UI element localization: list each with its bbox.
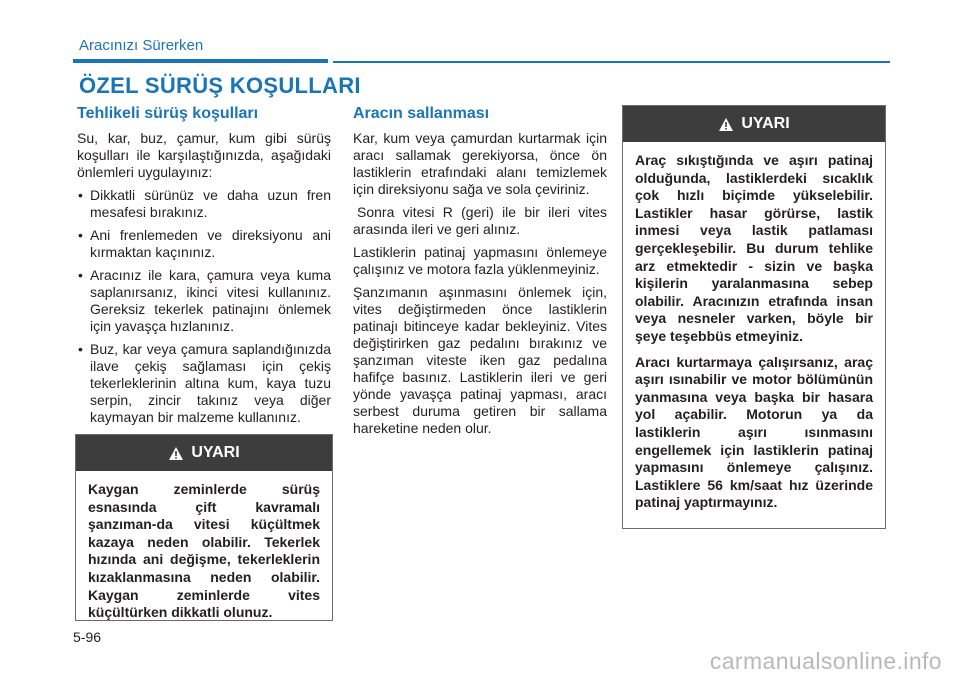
section-header: Aracınızı Sürerken <box>79 37 204 54</box>
bullet-icon: • <box>78 267 83 283</box>
warning-header <box>623 106 885 142</box>
warning-text: Aracı kurtarmaya çalışırsanız, araç aşırı ısınabilir ve motor bölümünün yanmasına veya başka bir hasara yol açabilir. Motorun ya da lastiklerin aşırı ısınmasını engellemek için lastiklerin patinaj yapmasını önlemeye çalışınız. Lastiklere 56 km/saat hız üzerinde patinaj yaptırmayınız. <box>635 353 873 511</box>
warning-text: Araç sıkıştığında ve aşırı patinaj olduğunda, lastiklerdeki sıcaklık çok hızlı biçimde yükselebilir. Lastikler hasar görürse, lastik inmesi veya lastik patlaması gerçekleşebilir. Bu durum tehlike arz etmektedir - sizin ve başka kişilerin yaralanmasına sebep olabilir. Aracınızın etrafında insan veya nesneler varken, böyle bir şeye teşebbüs etmeyiniz. <box>635 152 873 344</box>
heading-dangerous-conditions: Tehlikeli sürüş koşulları <box>77 105 259 122</box>
bullet-icon: • <box>78 227 83 243</box>
paragraph: Lastiklerin patinaj yapmasını önlemeye çalışınız ve motora fazla yüklenmeyiniz. <box>353 244 607 277</box>
heading-rocking-vehicle: Aracın sallanması <box>353 105 490 122</box>
paragraph: Şanzımanın aşınmasını önlemek için, vites değiştirmeden önce lastiklerin patinajı bitinceye kadar bekleyiniz. Vites değiştirirken gaz pedalını bırakınız ve şanzıman viteste iken gaz pedalına hafifçe basınız. Lastiklerin ileri ve geri yönde yavaşça patinaj yapması, aracı serbest duruma getiren bir sallama hareketine neden olur. <box>353 284 607 436</box>
bullet-icon: • <box>78 341 83 357</box>
page-title: ÖZEL SÜRÜŞ KOŞULLARI <box>79 73 361 98</box>
watermark: carmanualsonline.info <box>709 648 942 674</box>
warning-triangle-icon <box>168 446 184 461</box>
warning-box-tire-spin <box>622 105 886 529</box>
precaution-list <box>77 187 331 426</box>
paragraph: Sonra vitesi R (geri) ile bir ileri vites arasında ileri ve geri alınız. <box>353 204 607 237</box>
warning-box-slippery-roads <box>75 434 333 621</box>
warning-header <box>76 435 332 471</box>
list-item: • Ani frenlemeden ve direksiyonu ani kırmaktan kaçınınız. <box>78 227 331 260</box>
list-item: • Aracınız ile kara, çamura veya kuma saplanırsanız, ikinci vitesi kullanınız. Gereksiz tekerlek patinajını önlemek için yavaşça hızlanınız. <box>78 267 331 334</box>
warning-text: Kaygan zeminlerde sürüş esnasında çift kavramalı şanzıman-da vitesi küçültmek kazaya neden olabilir. Tekerlek hızında ani değişme, tekerleklerin kızaklanmasına neden olabilir. Kaygan zeminlerde vites küçültürken dikkatli olunuz. <box>88 481 320 621</box>
column-dangerous-conditions <box>77 105 331 432</box>
paragraph: Kar, kum veya çamurdan kurtarmak için aracı sallamak gerekiyorsa, önce ön lastiklerin etrafındaki alanı temizlemek için direksiyonu sağa ve sola çeviriniz. <box>353 130 607 197</box>
column-rocking-vehicle <box>353 105 607 443</box>
warning-label: UYARI <box>741 115 790 132</box>
list-item: • Dikkatli sürünüz ve daha uzun fren mesafesi bırakınız. <box>78 187 331 220</box>
header-rule-thin <box>333 61 890 63</box>
list-item: • Buz, kar veya çamura saplandığınızda ilave çekiş sağlaması için çekiş tekerleklerinin altına kum, kaya tuzu serpin, zincir takınız veya diğer kaymayan bir malzeme kullanınız. <box>78 341 331 425</box>
bullet-icon: • <box>78 187 83 203</box>
header-rule-thick <box>73 59 328 63</box>
page-number: 5-96 <box>73 629 102 645</box>
intro-paragraph: Su, kar, buz, çamur, kum gibi sürüş koşulları ile karşılaştığınızda, aşağıdaki önlemleri uygulayınız: <box>77 130 331 180</box>
warning-triangle-icon <box>718 117 734 132</box>
warning-label: UYARI <box>191 444 240 461</box>
